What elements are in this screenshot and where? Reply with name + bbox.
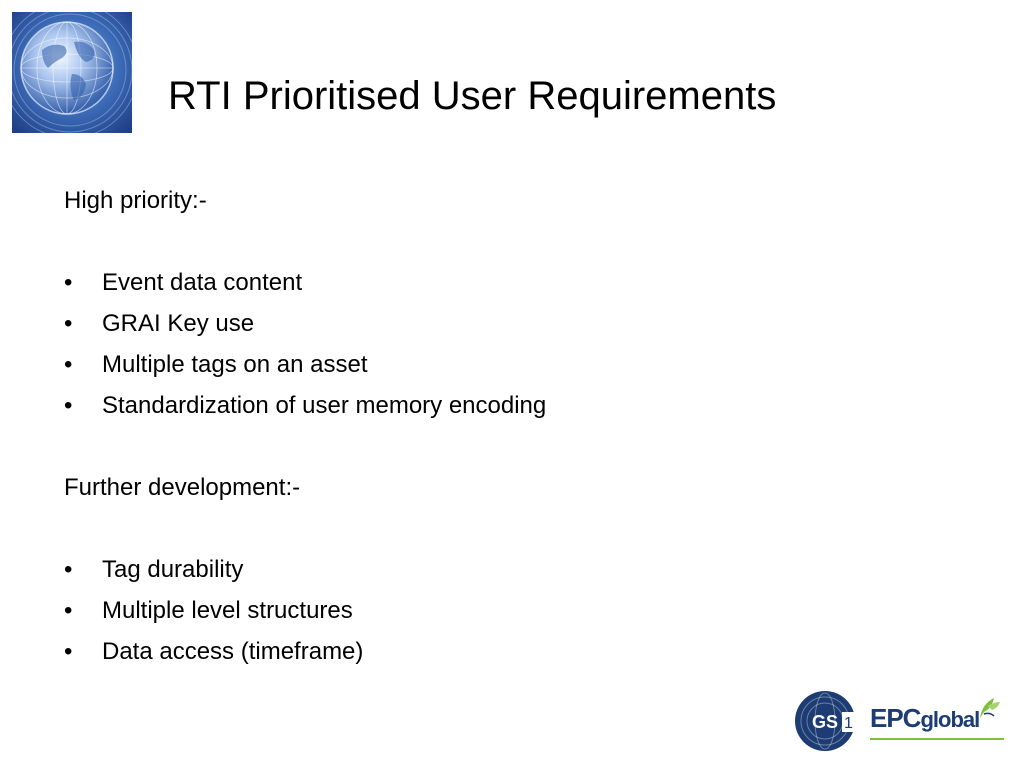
bullet: • <box>64 638 73 665</box>
epc-main-text: EPC <box>870 703 921 733</box>
list-item <box>64 549 546 590</box>
bullet: • <box>64 269 73 296</box>
bullet: • <box>64 310 73 337</box>
list-item <box>64 385 546 426</box>
globe-icon <box>12 12 132 133</box>
list-item-text: Event data content <box>102 269 303 296</box>
gs1-epcglobal-logo <box>794 690 1006 752</box>
bullet: • <box>64 351 73 378</box>
list-item <box>64 344 546 385</box>
gs1-num: 1 <box>844 715 853 732</box>
bullet: • <box>64 556 73 583</box>
gs1-logo <box>794 690 856 752</box>
section-heading-further-development: Further development:- <box>64 474 301 501</box>
list-item-text: Tag durability <box>102 556 244 583</box>
list-item <box>64 262 546 303</box>
spacer <box>64 508 546 549</box>
slide-title: RTI Prioritised User Requirements <box>168 74 777 118</box>
section-heading-high-priority: High priority:- <box>64 187 207 214</box>
list-item <box>64 631 546 672</box>
list-item-text: Data access (timeframe) <box>102 638 364 665</box>
bullet: • <box>64 597 73 624</box>
list-item <box>64 590 546 631</box>
list-item-text: GRAI Key use <box>102 310 255 337</box>
spacer <box>64 426 546 467</box>
list-item-text: Multiple level structures <box>102 597 353 624</box>
epc-rest-text: global <box>920 707 980 732</box>
list-item <box>64 303 546 344</box>
gs1-text: GS <box>812 712 839 732</box>
epcglobal-wordmark <box>870 703 979 734</box>
list-item-text: Multiple tags on an asset <box>102 351 368 378</box>
bullet: • <box>64 392 73 419</box>
slide-body <box>64 180 546 672</box>
ec-leaf-icon <box>976 692 1004 722</box>
list-item-text: Standardization of user memory encoding <box>102 392 547 419</box>
spacer <box>64 221 546 262</box>
epc-underline <box>870 738 1004 740</box>
